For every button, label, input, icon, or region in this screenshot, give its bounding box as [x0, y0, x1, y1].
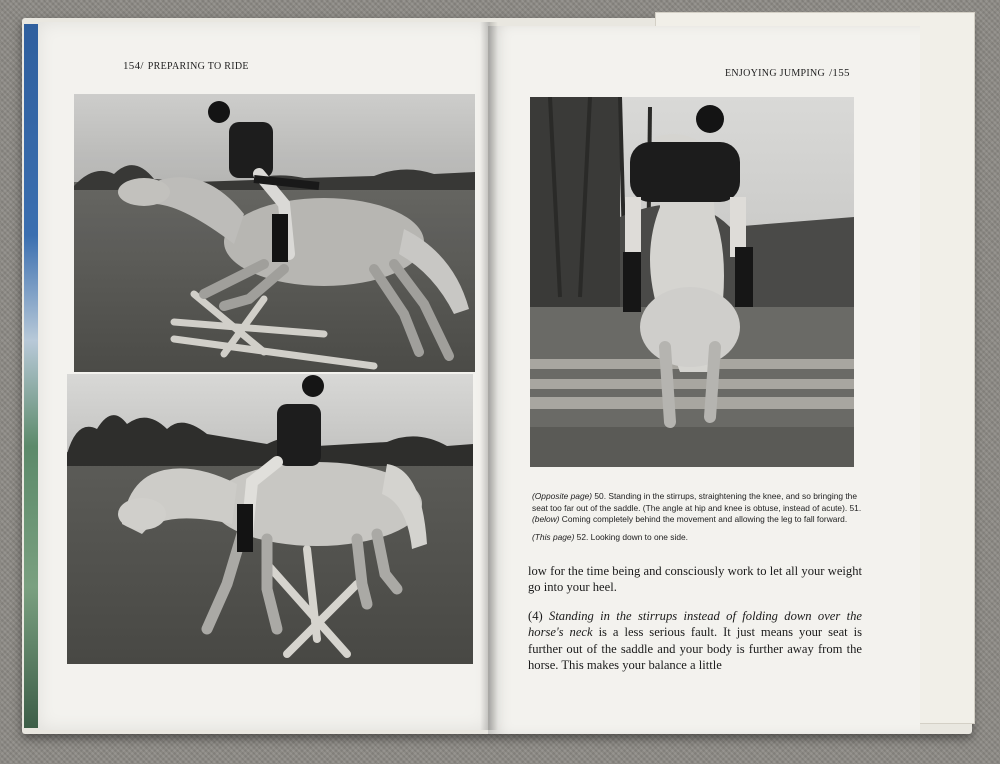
body-text — [528, 563, 862, 685]
caption-below-label: (below) — [532, 514, 560, 525]
book-gutter — [480, 22, 498, 730]
left-running-head — [123, 60, 253, 72]
photo-icon — [67, 374, 473, 664]
caption-below-text: Coming completely behind the movement and allowing the leg to fall forward. — [559, 514, 848, 525]
body-paragraph-2 — [528, 608, 862, 674]
caption-opposite-label: (Opposite page) — [532, 491, 593, 501]
caption-this-page — [532, 532, 862, 544]
caption-opposite-text: 50. Standing in the stirrups, straightening the knee, and so bringing the seat too far out of the saddle. (The angle at hip and knee is obtuse, instead of acute). 51. — [532, 491, 862, 513]
caption-this-text: 52. Looking down to one side. — [574, 531, 688, 542]
right-page-number: /155 — [829, 67, 850, 79]
photo-horse-jumping-cross-rail — [67, 374, 473, 664]
paragraph-number: (4) — [528, 608, 550, 623]
paragraph-2-text: is a less serious fault. It just means your seat is further out of the saddle and your body is further away from the horse. This makes your balance a little — [528, 625, 863, 673]
photo-icon — [530, 97, 854, 467]
right-chapter-title: ENJOYING JUMPING — [725, 68, 826, 79]
right-running-head — [721, 67, 850, 79]
left-page-number: 154/ — [123, 60, 144, 72]
left-chapter-title: PREPARING TO RIDE — [147, 61, 249, 72]
caption-opposite-page — [532, 491, 862, 526]
photo-caption — [532, 491, 862, 549]
fault-heading: Standing in the stirrups instead of folding down over the horse's neck — [528, 608, 862, 640]
body-paragraph-1: low for the time being and consciously work to let all your weight go into your heel. — [528, 564, 862, 595]
photo-icon — [74, 94, 475, 372]
photo-horse-jumping-front-view — [530, 97, 854, 467]
caption-this-label: (This page) — [532, 531, 575, 542]
photo-horse-jumping-crossed-poles — [74, 94, 475, 372]
